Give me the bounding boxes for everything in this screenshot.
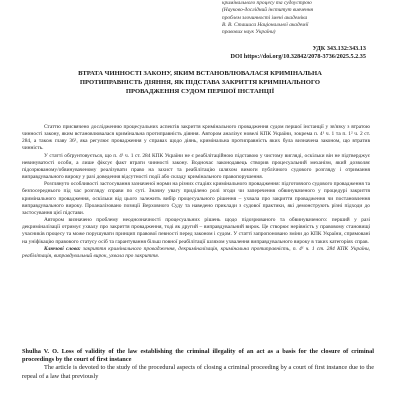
abstract-paragraph: Статтю присвячено дослідженню процесуальних аспектів закриття кримінального провадження судом першої інстанції у зв'язку з втратою чинності закону, яким встановлювалася кримінальна протиправність діяння. Автором аналізує новелі КПК України, зокрема п. 4¹ ч. 1 та п. 1² ч. 2 ст. 284, а також главу 36¹, яка регулює провадження у справах щодо діянь, кримінальна протиправність яких була визначена законом, що втратив чинність. xyxy=(22,124,370,152)
title-line: ВТРАТА ЧИННОСТІ ЗАКОНУ, ЯКИМ ВСТАНОВЛЮВАЛАСЯ КРИМІНАЛЬНА xyxy=(78,70,322,77)
udc-code: УДК 343.132:343.13 xyxy=(312,45,366,52)
article-title xyxy=(20,70,380,97)
affiliation-line: В. В. Сташиса Національної академії xyxy=(222,21,309,28)
abstract-paragraph: Автором визначено проблему неоднозначності процесуальних рішень щодо підозрюваного та обвинуваченого: перший у разі декриміналізації отримує ухвалу про закриття провадження, тоді як другий – виправдувальний вирок. Це створює нерівність у правовому становищі учасників процесу та може порушувати принцип правової певності перед законом і судом. У статті запропоновано зміни до КПК України, спрямовані на уніфікацію правового статусу осіб та гарантування більш повної реабілітації шляхом ухвалення виправдувального вироку в таких категоріях справ. xyxy=(22,217,370,245)
english-summary xyxy=(22,348,374,381)
abstract-paragraph: У статті обґрунтовується, що п. 4¹ ч. 1 ст. 284 КПК України не є реабілітаційною підставою у чистому вигляді, оскільки він не підтверджує невинуватості особи, а лише фіксує факт втрати чинності закону. Водночас законодавець створив процесуальний механізм, який дозволяє підозрюваному/обвинуваченому реалізувати право на захист та реабілітацію шляхом вимоги публічного судового розгляду і отримання виправдувального вироку у разі доведення відсутності події або складу кримінального правопорушення. xyxy=(22,152,370,181)
keywords-text: закриття кримінального провадження, декриміналізація, кримінальна протиправність, п. 4¹ ч. 1 ст. 284 КПК України, реабілітація, виправдувальний вирок, ухвала про закриття. xyxy=(22,245,370,259)
affiliation-line: (Науково-дослідний інститут вивчення xyxy=(222,7,314,14)
abstract-paragraph: Розглянуто особливості застосування зазначеної норми на різних стадіях кримінального провадження: підготовчого судового провадження та безпосереднього під час розгляду справи по суті. Значну увагу приділено ролі згоди чи заперечення обвинуваченого у процедурі закриття кримінального провадження, оскільки від цього залежить вибір процесуального рішення – ухвала про закриття провадження чи постановлення виправдувального вироку. Проаналізовано позиції Верховного Суду та наведено приклади з судової практики, які демонструють різні підходи до застосування цієї підстави. xyxy=(22,181,370,216)
affiliation-line: проблем злочинності імені академіка xyxy=(222,14,308,21)
english-heading: Shulha V. O. Loss of validity of the law establishing the criminal illegality of an act as a basis for the closure of criminal proceedings by the court of first instance xyxy=(22,348,374,364)
author-affiliation xyxy=(222,0,398,36)
affiliation-line: правових наук України) xyxy=(222,29,276,36)
udc-doi-block xyxy=(231,45,366,60)
title-line: ПРОВАДЖЕННЯ СУДОМ ПЕРШОЇ ІНСТАНЦІЇ xyxy=(125,87,275,95)
title-line: ПРОТИПРАВНІСТЬ ДІЯННЯ, ЯК ПІДСТАВА ЗАКРИТТЯ КРИМІНАЛЬНОГО xyxy=(79,78,321,86)
keywords xyxy=(22,246,370,260)
english-body: The article is devoted to the study of the procedural aspects of closing a criminal proceeding by a court of first instance due to the repeal of a law that previously xyxy=(22,364,374,380)
affiliation-line: кримінального процесу та судоустрою xyxy=(222,0,312,6)
keywords-label: Ключові слова: xyxy=(44,245,81,252)
abstract xyxy=(22,124,370,260)
doi-link[interactable]: DOI https://doi.org/10.32842/2078-3736/2025.5.2.35 xyxy=(230,52,366,60)
